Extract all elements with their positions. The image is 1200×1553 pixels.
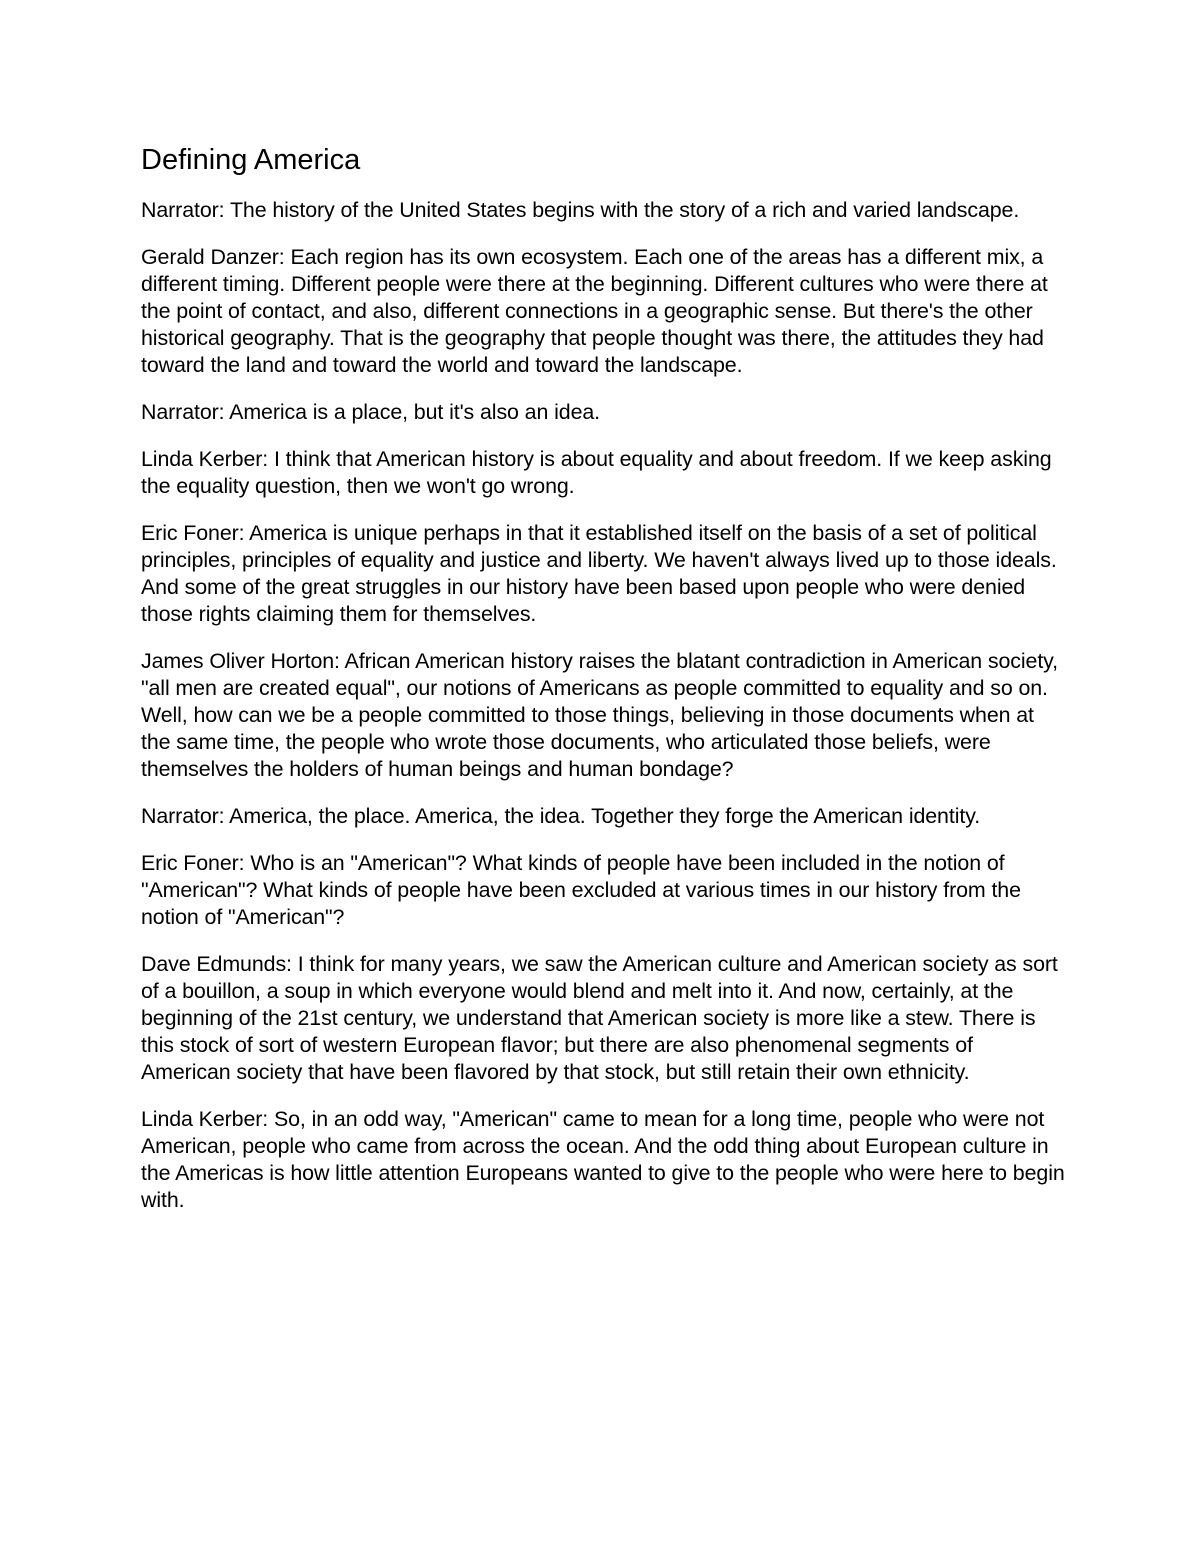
paragraph-linda-kerber-equality: Linda Kerber: I think that American history is about equality and about freedom. If we keep asking the equality question, then we won't go wrong. [141,447,1052,498]
paragraph-narrator-identity: Narrator: America, the place. America, the idea. Together they forge the American identity. [141,804,981,828]
paragraph-eric-foner-principles: Eric Foner: America is unique perhaps in that it established itself on the basis of a set of political principles, principles of equality and justice and liberty. We haven't always lived up to those ideals. And some of the great struggles in our history have been based upon people who were denied those rights claiming them for themselves. [141,521,1057,626]
document-title: Defining America [141,144,361,176]
paragraph-narrator-idea: Narrator: America is a place, but it's also an idea. [141,400,601,424]
paragraph-gerald-danzer: Gerald Danzer: Each region has its own ecosystem. Each one of the areas has a different mix, a different timing. Different people were there at the beginning. Different cultures who were there at the point of contact, and also, different connections in a geographic sense. But there's the other historical geography. That is the geography that people thought was there, the attitudes they had toward the land and toward the world and toward the landscape. [141,245,1048,377]
paragraph-linda-kerber-odd-way: Linda Kerber: So, in an odd way, "American" came to mean for a long time, people who were not American, people who came from across the ocean. And the odd thing about European culture in the Americas is how little attention Europeans wanted to give to the people who were here to begin with. [141,1107,1065,1212]
paragraph-james-oliver-horton: James Oliver Horton: African American history raises the blatant contradiction in American society, "all men are created equal", our notions of Americans as people committed to equality and so on. Well, how can we be a people committed to those things, believing in those documents when at the same time, the people who wrote those documents, who articulated those beliefs, were themselves the holders of human beings and human bondage? [141,649,1059,781]
paragraph-eric-foner-who-is-american: Eric Foner: Who is an "American"? What kinds of people have been included in the notion of "American"? What kinds of people have been excluded at various times in our history from the notion of "American"? [141,851,1021,929]
paragraph-dave-edmunds: Dave Edmunds: I think for many years, we saw the American culture and American society as sort of a bouillon, a soup in which everyone would blend and melt into it. And now, certainly, at the beginning of the 21st century, we understand that American society is more like a stew. There is this stock of sort of western European flavor; but there are also phenomenal segments of American society that have been flavored by that stock, but still retain their own ethnicity. [141,952,1058,1084]
paragraph-narrator-landscape: Narrator: The history of the United States begins with the story of a rich and varied landscape. [141,198,1020,222]
document-body [141,141,1066,1234]
